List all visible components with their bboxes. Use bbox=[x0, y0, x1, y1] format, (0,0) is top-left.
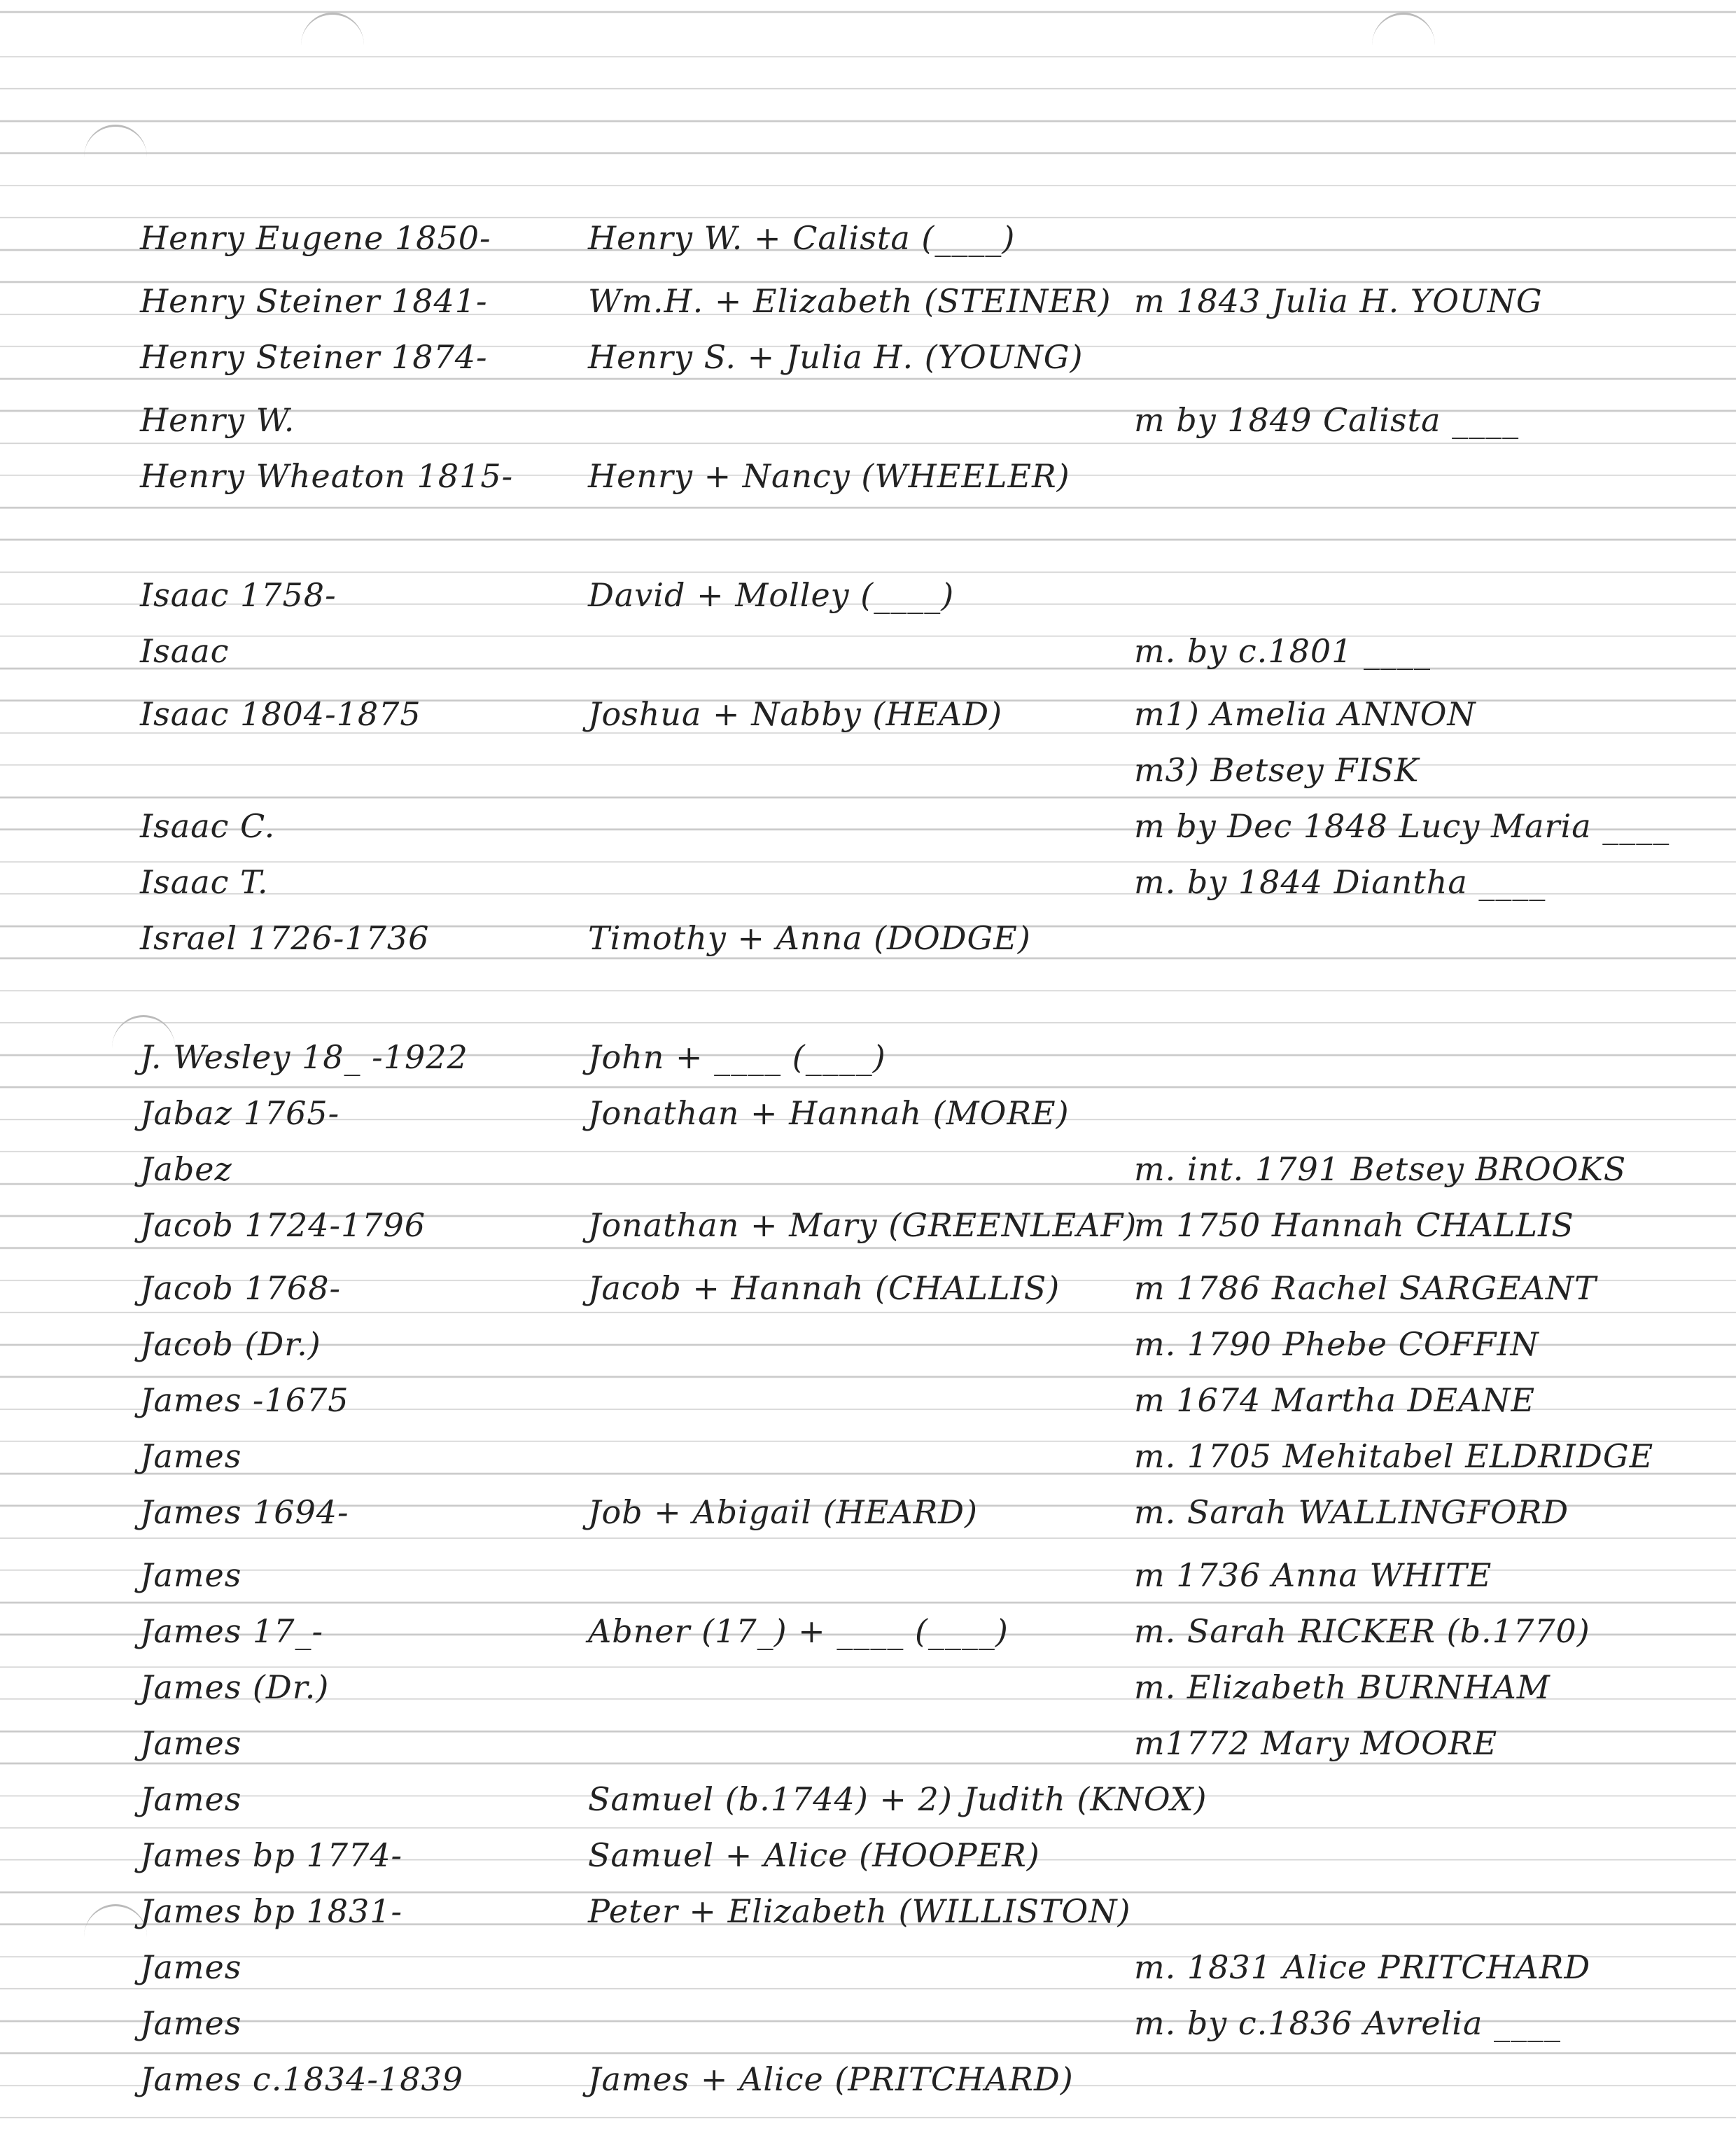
entry-row bbox=[0, 1722, 1736, 1764]
entry-name: Isaac bbox=[140, 632, 230, 670]
entry-row bbox=[0, 1890, 1736, 1932]
entry-row bbox=[0, 455, 1736, 497]
entry-name: Jabaz 1765- bbox=[140, 1094, 340, 1132]
entry-parents: Henry S. + Julia H. (YOUNG) bbox=[588, 338, 1084, 376]
entry-row bbox=[0, 217, 1736, 259]
entry-parents: Job + Abigail (HEARD) bbox=[588, 1493, 978, 1531]
entry-marriage: m. Sarah RICKER (b.1770) bbox=[1134, 1612, 1590, 1650]
entry-parents: Jonathan + Hannah (MORE) bbox=[588, 1094, 1070, 1132]
entry-name: Henry Eugene 1850- bbox=[140, 219, 491, 257]
entry-name: James bp 1831- bbox=[140, 1892, 403, 1930]
entry-name: James -1675 bbox=[140, 1381, 349, 1419]
entry-row bbox=[0, 693, 1736, 735]
entry-marriage: m. Elizabeth BURNHAM bbox=[1134, 1668, 1550, 1706]
entry-name: Henry Steiner 1874- bbox=[140, 338, 488, 376]
entry-marriage: m3) Betsey FISK bbox=[1134, 751, 1420, 789]
entry-name: James 17_- bbox=[140, 1612, 324, 1650]
entry-name: James bbox=[140, 2004, 242, 2042]
entry-name: James bp 1774- bbox=[140, 1836, 403, 1874]
entry-name: James bbox=[140, 1948, 242, 1986]
entry-parents: Timothy + Anna (DODGE) bbox=[588, 919, 1031, 957]
entry-name: James (Dr.) bbox=[140, 1668, 330, 1706]
entry-parents: Samuel + Alice (HOOPER) bbox=[588, 1836, 1040, 1874]
entry-name: James bbox=[140, 1780, 242, 1818]
entry-row bbox=[0, 1092, 1736, 1134]
entry-row bbox=[0, 1036, 1736, 1078]
entry-parents: Henry + Nancy (WHEELER) bbox=[588, 457, 1070, 495]
entry-name: Jacob 1768- bbox=[140, 1269, 341, 1307]
entry-marriage: m. by c.1836 Avrelia ____ bbox=[1134, 2004, 1562, 2042]
entry-row bbox=[0, 1491, 1736, 1533]
entry-marriage: m1) Amelia ANNON bbox=[1134, 695, 1476, 733]
entry-name: Jabez bbox=[140, 1150, 232, 1188]
entry-name: J. Wesley 18_ -1922 bbox=[140, 1038, 468, 1076]
entry-row bbox=[0, 2058, 1736, 2100]
entry-name: Isaac 1758- bbox=[140, 576, 337, 614]
entry-marriage: m. int. 1791 Betsey BROOKS bbox=[1134, 1150, 1627, 1188]
entry-row bbox=[0, 1148, 1736, 1190]
entry-row bbox=[0, 1778, 1736, 1820]
entry-marriage: m. by c.1801 ____ bbox=[1134, 632, 1431, 670]
entry-name: Jacob 1724-1796 bbox=[140, 1206, 426, 1244]
punch-hole bbox=[1372, 13, 1435, 78]
entry-row bbox=[0, 399, 1736, 441]
entry-marriage: m 1736 Anna WHITE bbox=[1134, 1556, 1492, 1594]
entry-row bbox=[0, 1267, 1736, 1309]
entry-marriage: m 1750 Hannah CHALLIS bbox=[1134, 1206, 1574, 1244]
entry-row bbox=[0, 574, 1736, 616]
entry-name: Henry Steiner 1841- bbox=[140, 282, 488, 320]
entry-marriage: m. 1705 Mehitabel ELDRIDGE bbox=[1134, 1437, 1654, 1475]
entry-name: James bbox=[140, 1556, 242, 1594]
punch-hole bbox=[84, 125, 147, 190]
entry-parents: David + Molley (____) bbox=[588, 576, 955, 614]
entry-parents: Henry W. + Calista (____) bbox=[588, 219, 1016, 257]
entry-marriage: m by 1849 Calista ____ bbox=[1134, 401, 1520, 439]
entry-row bbox=[0, 1554, 1736, 1596]
entry-name: Isaac 1804-1875 bbox=[140, 695, 421, 733]
entry-row bbox=[0, 1666, 1736, 1708]
entry-parents: Peter + Elizabeth (WILLISTON) bbox=[588, 1892, 1131, 1930]
entry-parents: James + Alice (PRITCHARD) bbox=[588, 2060, 1074, 2098]
entry-marriage: m 1843 Julia H. YOUNG bbox=[1134, 282, 1543, 320]
entry-name: James bbox=[140, 1724, 242, 1762]
entry-row bbox=[0, 1834, 1736, 1876]
entry-name: Isaac T. bbox=[140, 863, 269, 901]
entry-name: James bbox=[140, 1437, 242, 1475]
entry-name: Israel 1726-1736 bbox=[140, 919, 430, 957]
entry-row bbox=[0, 749, 1736, 791]
entry-marriage: m. 1831 Alice PRITCHARD bbox=[1134, 1948, 1591, 1986]
entry-row bbox=[0, 1610, 1736, 1652]
entry-name: Henry Wheaton 1815- bbox=[140, 457, 514, 495]
entry-parents: John + ____ (____) bbox=[588, 1038, 886, 1076]
entry-marriage: m 1786 Rachel SARGEANT bbox=[1134, 1269, 1597, 1307]
entry-name: James 1694- bbox=[140, 1493, 349, 1531]
entry-marriage: m1772 Mary MOORE bbox=[1134, 1724, 1498, 1762]
entry-row bbox=[0, 917, 1736, 959]
entry-parents: Joshua + Nabby (HEAD) bbox=[588, 695, 1003, 733]
entry-row bbox=[0, 1435, 1736, 1477]
punch-hole bbox=[301, 13, 364, 78]
entry-name: Isaac C. bbox=[140, 807, 276, 845]
entry-row bbox=[0, 805, 1736, 847]
entry-parents: Wm.H. + Elizabeth (STEINER) bbox=[588, 282, 1112, 320]
entry-name: James c.1834-1839 bbox=[140, 2060, 463, 2098]
entry-row bbox=[0, 1946, 1736, 1988]
entry-row bbox=[0, 1323, 1736, 1365]
entry-row bbox=[0, 630, 1736, 672]
entry-parents: Jacob + Hannah (CHALLIS) bbox=[588, 1269, 1060, 1307]
entry-marriage: m. by 1844 Diantha ____ bbox=[1134, 863, 1546, 901]
entry-name: Jacob (Dr.) bbox=[140, 1325, 321, 1363]
entry-marriage: m 1674 Martha DEANE bbox=[1134, 1381, 1536, 1419]
entry-row bbox=[0, 1379, 1736, 1421]
entry-row bbox=[0, 280, 1736, 322]
entry-parents: Jonathan + Mary (GREENLEAF) bbox=[588, 1206, 1138, 1244]
entry-parents: Abner (17_) + ____ (____) bbox=[588, 1612, 1009, 1650]
entry-parents: Samuel (b.1744) + 2) Judith (KNOX) bbox=[588, 1780, 1208, 1818]
entry-row bbox=[0, 1204, 1736, 1246]
entry-row bbox=[0, 2002, 1736, 2044]
entry-row bbox=[0, 336, 1736, 378]
entry-row bbox=[0, 861, 1736, 903]
entry-marriage: m. Sarah WALLINGFORD bbox=[1134, 1493, 1569, 1531]
entry-marriage: m by Dec 1848 Lucy Maria ____ bbox=[1134, 807, 1670, 845]
entry-name: Henry W. bbox=[140, 401, 295, 439]
entry-marriage: m. 1790 Phebe COFFIN bbox=[1134, 1325, 1539, 1363]
